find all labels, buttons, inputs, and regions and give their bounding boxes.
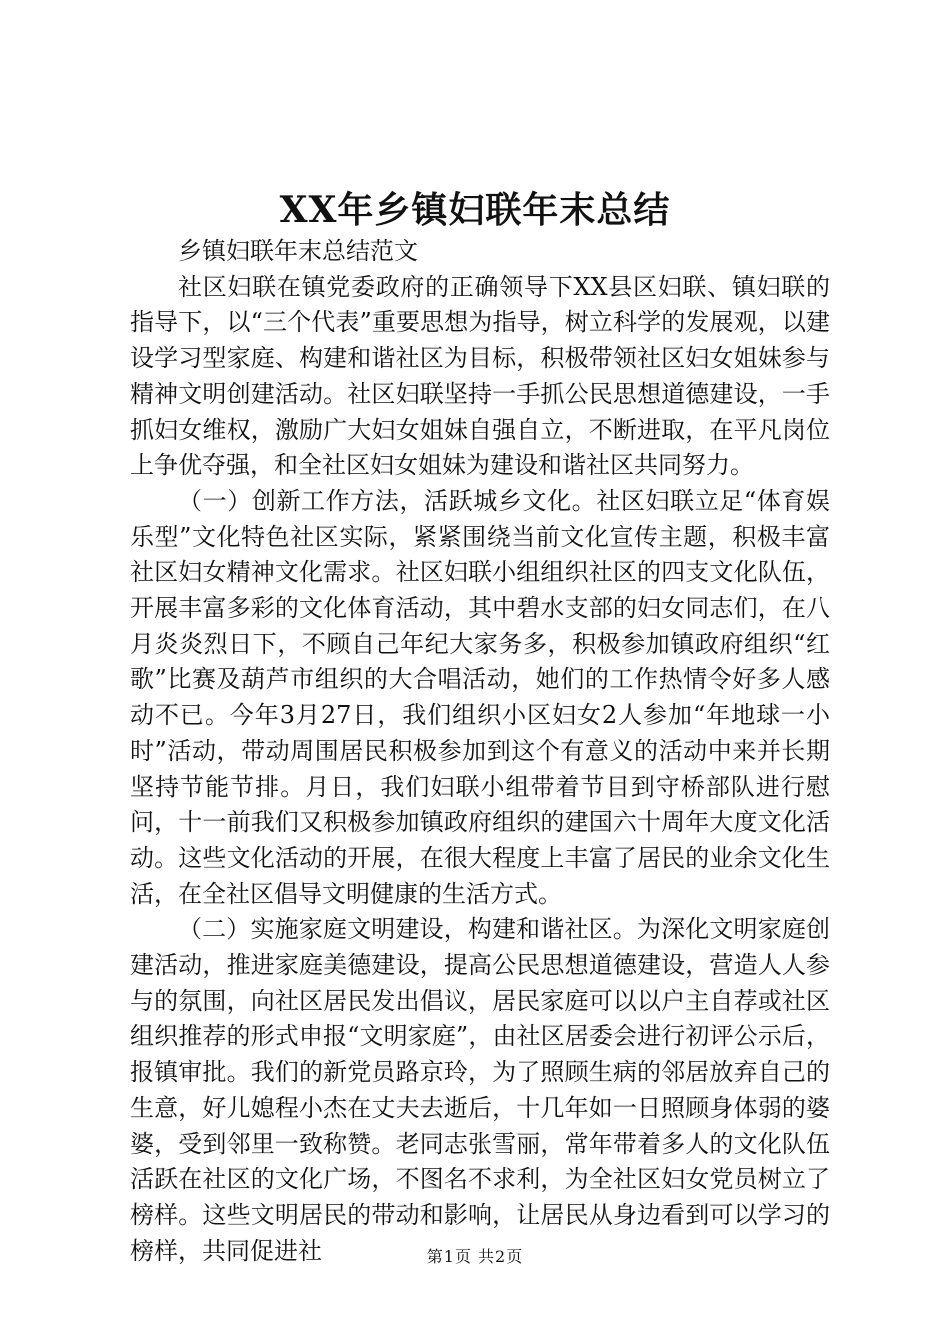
page-number-footer: 第1页 共2页 — [426, 1247, 524, 1266]
paragraph-intro: 社区妇联在镇党委政府的正确领导下XX县区妇联、镇妇联的指导下，以“三个代表”重要思想为指导，树立科学的发展观，以建设学习型家庭、构建和谐社区为目标，积极带领社区妇女姐妹参与精神文明创建活动。社区妇联坚持一手抓公民思想道德建设，一手抓妇女维权，激励广大妇女姐妹自强自立，不断进取，在平凡岗位上争优夺强，和全社区妇女姐妹为建设和谐社区共同努力。 — [130, 272, 830, 480]
document-title: XX年乡镇妇联年末总结 — [279, 189, 671, 231]
document-subtitle: 乡镇妇联年末总结范文 — [178, 237, 418, 265]
paragraph-section-2: （二）实施家庭文明建设，构建和谐社区。为深化文明家庭创建活动，推进家庭美德建设，提高公民思想道德建设，营造人人参与的氛围，向社区居民发出倡议，居民家庭可以以户主自荐或社区组织推荐的形式申报“文明家庭”，由社区居委会进行初评公示后，报镇审批。我们的新党员路京玲，为了照顾生病的邻居放弃自己的生意，好儿媳程小杰在丈夫去逝后，十几年如一日照顾身体弱的婆婆，受到邻里一致称赞。老同志张雪丽，常年带着多人的文化队伍活跃在社区的文化广场，不图名不求利，为全社区妇女党员树立了榜样。这些文明居民的带动和影响，让居民从身边看到可以学习的榜样，共同促进社 — [130, 915, 830, 1265]
paragraph-section-1: （一）创新工作方法，活跃城乡文化。社区妇联立足“体育娱乐型”文化特色社区实际，紧紧围绕当前文化宣传主题，积极丰富社区妇女精神文化需求。社区妇联小组组织社区的四支文化队伍，开展丰富多彩的文化体育活动，其中碧水支部的妇女同志们，在八月炎炎烈日下，不顾自己年纪大家务多，积极参加镇政府组织“红歌”比赛及葫芦市组织的大合唱活动，她们的工作热情令好多人感动不已。今年3月27日，我们组织小区妇女2人参加“年地球一小时”活动，带动周围居民积极参加到这个有意义的活动中来并长期坚持节能节排。月日，我们妇联小组带着节目到守桥部队进行慰问，十一前我们又积极参加镇政府组织的建国六十周年大度文化活动。这些文化活动的开展，在很大程度上丰富了居民的业余文化生活，在全社区倡导文明健康的生活方式。 — [130, 486, 830, 908]
document-body — [130, 234, 830, 1269]
